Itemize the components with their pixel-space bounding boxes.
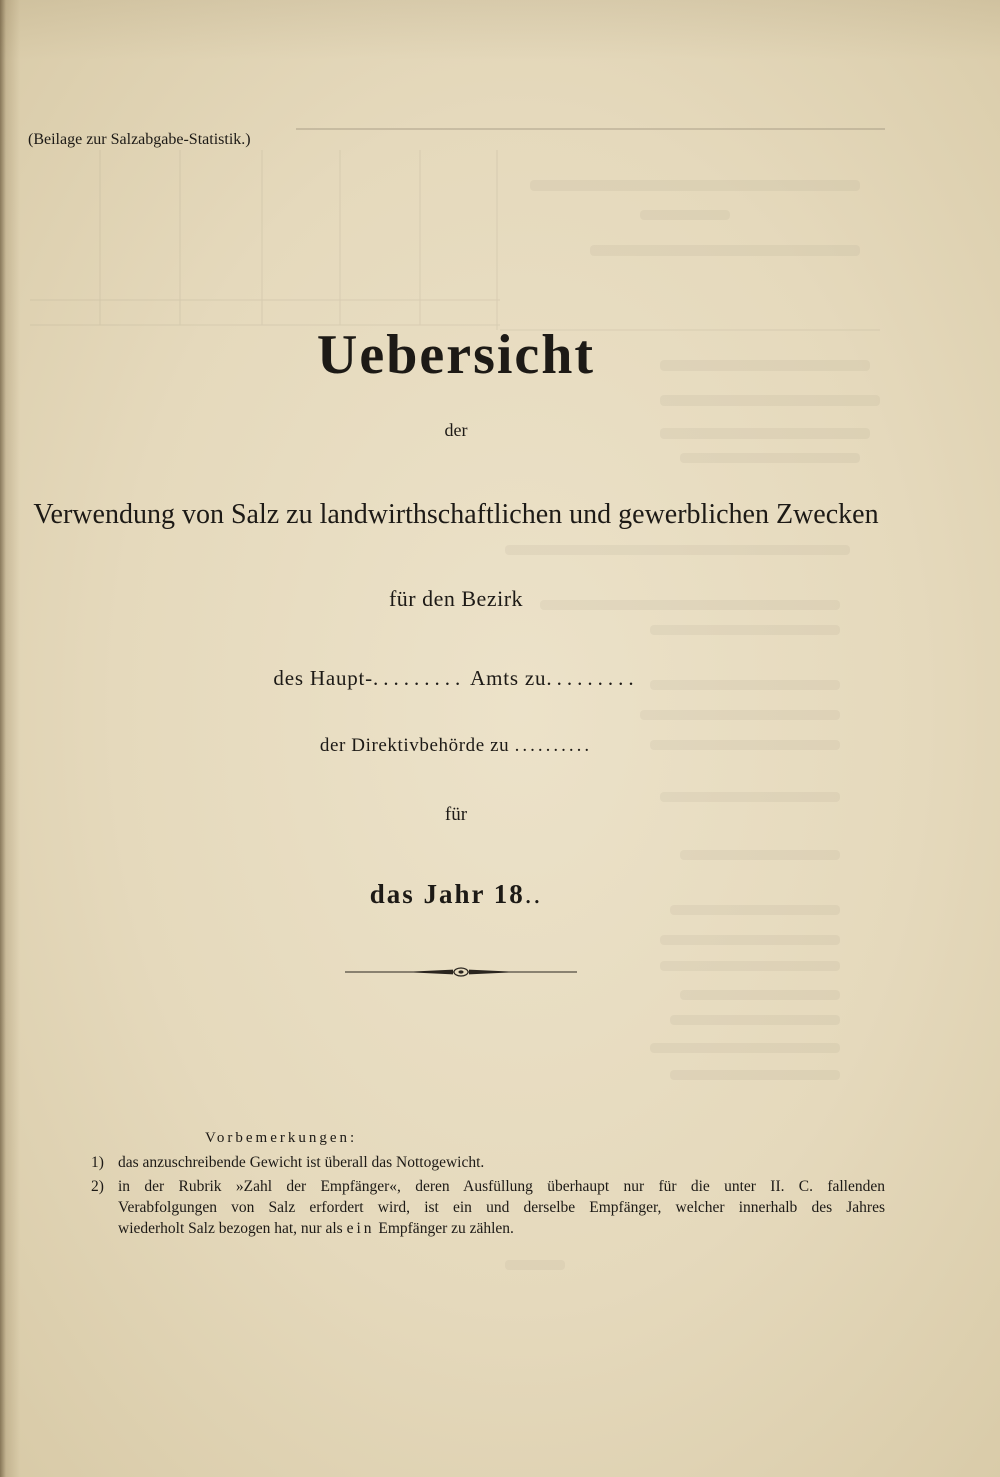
remark-text: in der Rubrik »Zahl der Empfänger«, deren Ausfüllung überhaupt nur für die unter II. C. fallenden xyxy=(118,1178,885,1195)
remark-number: 1) xyxy=(91,1154,104,1171)
page-title: Uebersicht xyxy=(316,324,596,386)
title-connector: der xyxy=(444,420,468,440)
office-prefix: des Haupt- xyxy=(273,666,373,690)
district-label: für den Bezirk xyxy=(388,586,524,611)
authority-blank: .......... xyxy=(514,735,593,756)
year-blank: .. xyxy=(524,879,543,909)
remark-number: 2) xyxy=(91,1178,104,1195)
remark-text: Verabfolgungen von Salz erfordert wird, ist ein und derselbe Empfänger, welcher innerhalb des Jahres xyxy=(118,1199,885,1216)
year-connector: für xyxy=(444,804,468,825)
document-subject: Verwendung von Salz zu landwirthschaftlichen und gewerblichen Zwecken xyxy=(33,499,879,530)
remarks-heading: Vorbemerkungen: xyxy=(205,1130,358,1146)
year-label: das Jahr 18 xyxy=(369,879,525,909)
office-location-blank: ......... xyxy=(546,666,639,690)
remark-text-before: wiederholt Salz bezogen hat, nur als xyxy=(118,1220,343,1237)
remark-text-last-line xyxy=(118,1218,514,1239)
supplement-note: (Beilage zur Salzabgabe-Statistik.) xyxy=(28,131,251,148)
year-line xyxy=(6,877,906,911)
remark-emphasis: ein xyxy=(346,1220,375,1237)
office-line xyxy=(6,664,906,692)
ornamental-rule xyxy=(345,960,577,984)
remark-text-after: Empfänger zu zählen. xyxy=(378,1220,514,1237)
authority-prefix: der Direktivbehörde zu xyxy=(319,735,510,756)
office-blank: ......... xyxy=(372,666,466,690)
remark-text: das anzuschreibende Gewicht ist überall das Nottogewicht. xyxy=(118,1154,485,1171)
authority-line xyxy=(6,733,906,759)
office-middle: Amts zu xyxy=(470,666,547,690)
